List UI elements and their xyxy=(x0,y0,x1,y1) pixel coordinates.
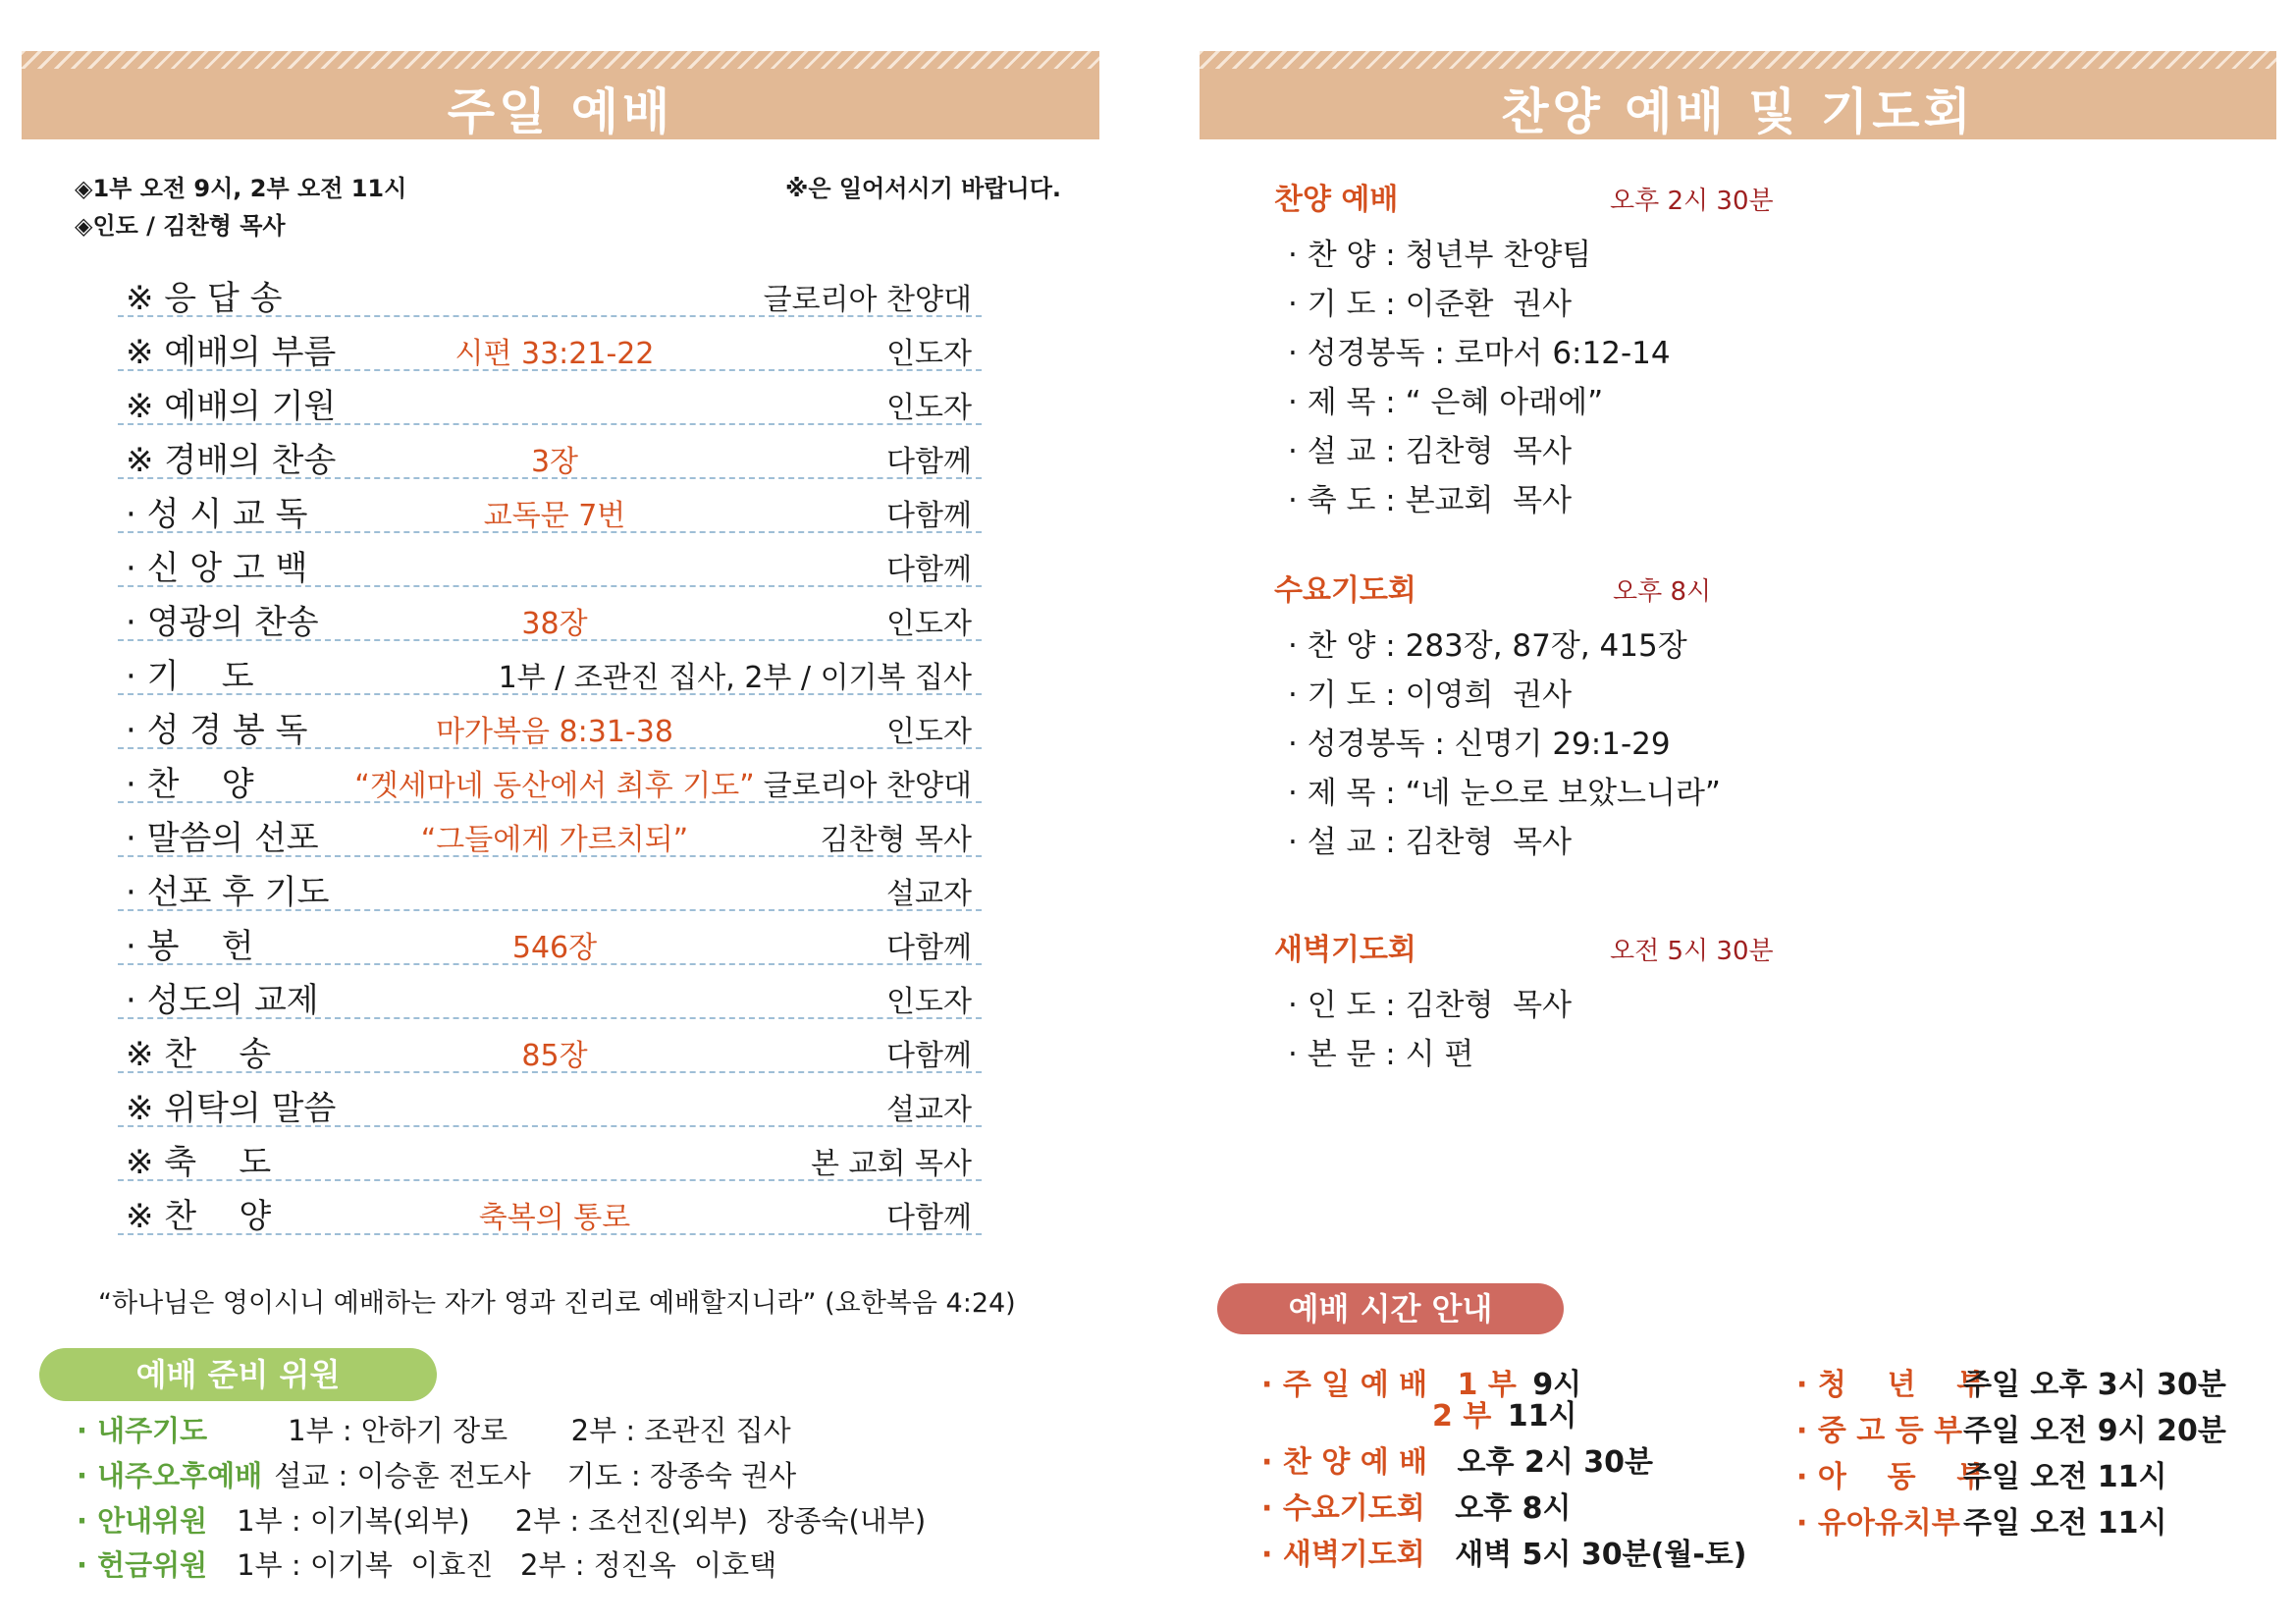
department-time: 주일 오전 11시 xyxy=(1963,1506,2167,1541)
schedule-sunday-2-label: 2 부 xyxy=(1432,1399,1492,1434)
committee-text: 1부 : 안하기 장로 2부 : 조관진 집사 xyxy=(288,1414,791,1447)
section-time: 오후 8시 xyxy=(1613,577,1712,607)
order-row xyxy=(118,911,982,965)
order-item-leader: 인도자 xyxy=(886,715,972,749)
schedule-heading: 예배 시간 안내 xyxy=(1217,1283,1564,1334)
schedule-wed-time: 오후 8시 xyxy=(1455,1491,1572,1526)
department-label: · 청 년 부 xyxy=(1796,1368,1986,1402)
order-row xyxy=(118,965,982,1019)
order-item-leader: 다함께 xyxy=(886,553,972,587)
section-item: · 제 목 : “ 은혜 아래에” xyxy=(1288,385,1604,420)
order-row xyxy=(118,1127,982,1181)
order-item-name: ※ 찬 양 xyxy=(126,1197,272,1236)
order-item-name: ※ 예배의 부름 xyxy=(126,333,337,372)
committee-label: · 안내위원 xyxy=(77,1504,208,1538)
section-title: 수요기도회 xyxy=(1274,573,1416,608)
section-time: 오전 5시 30분 xyxy=(1610,937,1774,966)
schedule-praise xyxy=(1261,1437,1653,1481)
order-item-name: · 봉 헌 xyxy=(126,927,254,966)
department-time: 주일 오후 3시 30분 xyxy=(1963,1368,2226,1402)
committee-text: 1부 : 이기복(외부) 2부 : 조선진(외부) 장종숙(내부) xyxy=(237,1504,927,1538)
section-item: · 설 교 : 김찬형 목사 xyxy=(1288,434,1573,469)
section-item: · 찬 양 : 청년부 찬양팀 xyxy=(1288,238,1592,273)
order-row xyxy=(118,1019,982,1073)
order-item-detail: 축복의 통로 xyxy=(478,1201,631,1235)
order-row xyxy=(118,1073,982,1127)
order-item-leader: 본 교회 목사 xyxy=(811,1147,972,1181)
service-times: ◈1부 오전 9시, 2부 오전 11시 xyxy=(75,175,407,202)
order-item-name: · 성도의 교제 xyxy=(126,981,319,1020)
schedule-wed-label: · 수요기도회 xyxy=(1261,1491,1425,1526)
order-row xyxy=(118,641,982,695)
order-row xyxy=(118,749,982,803)
order-row xyxy=(118,803,982,857)
order-item-leader: 글로리아 찬양대 xyxy=(763,283,972,317)
order-item-name: ※ 축 도 xyxy=(126,1143,272,1182)
section-item: · 찬 양 : 283장, 87장, 415장 xyxy=(1288,628,1687,664)
order-item-name: · 찬 양 xyxy=(126,765,254,804)
order-item-name: · 성 경 봉 독 xyxy=(126,711,308,750)
schedule-praise-time: 오후 2시 30분 xyxy=(1457,1445,1653,1480)
department-time: 주일 오전 9시 20분 xyxy=(1963,1414,2226,1448)
order-item-name: · 성 시 교 독 xyxy=(126,495,308,534)
sunday-worship-banner xyxy=(22,51,1099,139)
section-item: · 제 목 : “네 눈으로 보았느니라” xyxy=(1288,776,1721,811)
schedule-dawn xyxy=(1261,1530,1746,1573)
order-row xyxy=(118,1181,982,1235)
schedule-dawn-label: · 새벽기도회 xyxy=(1261,1538,1425,1572)
order-item-name: · 말씀의 선포 xyxy=(126,819,319,858)
service-leader: ◈인도 / 김찬형 목사 xyxy=(75,212,286,240)
praise-prayer-title: 찬양 예배 및 기도회 xyxy=(1501,83,1975,140)
stand-note: ※은 일어서시기 바랍니다. xyxy=(785,175,1061,202)
order-row xyxy=(118,263,982,317)
section-item: · 설 교 : 김찬형 목사 xyxy=(1288,825,1573,860)
order-item-name: ※ 예배의 기원 xyxy=(126,387,337,426)
order-item-detail: “그들에게 가르치되” xyxy=(420,823,689,857)
order-item-name: ※ 위탁의 말씀 xyxy=(126,1089,337,1128)
schedule-sunday-label: · 주 일 예 배 xyxy=(1261,1368,1428,1402)
committee-row xyxy=(77,1454,796,1494)
order-item-leader: 글로리아 찬양대 xyxy=(763,769,972,803)
section-item: · 본 문 : 시 편 xyxy=(1288,1037,1474,1072)
department-label: · 유아유치부 xyxy=(1796,1506,1960,1541)
order-row xyxy=(118,695,982,749)
committee-text: 1부 : 이기복 이효진 2부 : 정진옥 이호택 xyxy=(237,1548,777,1582)
schedule-dawn-time: 새벽 5시 30분(월-토) xyxy=(1455,1538,1747,1572)
order-item-detail: 3장 xyxy=(530,445,579,479)
order-item-detail: “겟세마네 동산에서 최후 기도” xyxy=(354,769,755,803)
section-title: 찬양 예배 xyxy=(1274,183,1399,217)
order-item-leader: 인도자 xyxy=(886,985,972,1019)
banner-stripe xyxy=(1200,51,2276,69)
banner-stripe xyxy=(22,51,1099,69)
schedule-department-row xyxy=(1796,1452,2167,1495)
order-item-name: · 신 앙 고 백 xyxy=(126,549,308,588)
order-item-leader: 다함께 xyxy=(886,445,972,479)
schedule-wednesday xyxy=(1261,1484,1571,1527)
schedule-sunday-1-label: 1 부 xyxy=(1457,1368,1517,1402)
section-time: 오후 2시 30분 xyxy=(1610,187,1774,216)
order-item-leader: 김찬형 목사 xyxy=(820,823,972,857)
order-row xyxy=(118,317,982,371)
department-label: · 아 동 부 xyxy=(1796,1460,1986,1494)
order-item-name: · 기 도 xyxy=(126,657,254,696)
order-row xyxy=(118,371,982,425)
committee-row xyxy=(77,1543,776,1584)
order-row xyxy=(118,479,982,533)
committee-label: · 내주기도 xyxy=(77,1414,208,1447)
committee-row xyxy=(77,1409,791,1449)
schedule-sunday-2-time: 11시 xyxy=(1507,1399,1577,1434)
schedule-department-row xyxy=(1796,1360,2226,1403)
committee-text: 설교 : 이승훈 전도사 기도 : 장종숙 권사 xyxy=(274,1459,797,1492)
sunday-worship-title: 주일 예배 xyxy=(447,83,674,140)
order-item-name: · 영광의 찬송 xyxy=(126,603,319,642)
order-item-detail: 546장 xyxy=(511,931,598,965)
order-item-leader: 설교자 xyxy=(886,877,972,911)
order-item-leader: 1부 / 조관진 집사, 2부 / 이기복 집사 xyxy=(498,661,972,695)
order-of-service xyxy=(118,263,982,1235)
section-item: · 성경봉독 : 신명기 29:1-29 xyxy=(1288,727,1671,762)
order-item-leader: 다함께 xyxy=(886,1201,972,1235)
schedule-department-row xyxy=(1796,1406,2226,1449)
order-item-leader: 다함께 xyxy=(886,1039,972,1073)
order-item-name: ※ 찬 송 xyxy=(126,1035,272,1074)
order-row xyxy=(118,533,982,587)
schedule-sunday-1-time: 9시 xyxy=(1532,1368,1582,1402)
order-item-detail: 85장 xyxy=(521,1039,588,1073)
section-item: · 인 도 : 김찬형 목사 xyxy=(1288,988,1573,1023)
order-item-detail: 마가복음 8:31-38 xyxy=(436,715,673,749)
committee-row xyxy=(77,1499,926,1540)
order-item-detail: 시편 33:21-22 xyxy=(454,337,655,371)
scripture-verse: “하나님은 영이시니 예배하는 자가 영과 진리로 예배할지니라” (요한복음 4:24) xyxy=(98,1288,1016,1319)
section-item: · 기 도 : 이준환 권사 xyxy=(1288,287,1573,322)
schedule-sunday-2 xyxy=(1432,1391,1577,1435)
section-item: · 성경봉독 : 로마서 6:12-14 xyxy=(1288,336,1671,371)
schedule-praise-label: · 찬 양 예 배 xyxy=(1261,1445,1428,1480)
order-item-detail: 38장 xyxy=(521,607,588,641)
department-label: · 중 고 등 부 xyxy=(1796,1414,1963,1448)
order-item-name: · 선포 후 기도 xyxy=(126,873,330,912)
committee-label: · 헌금위원 xyxy=(77,1548,208,1582)
section-item: · 기 도 : 이영희 권사 xyxy=(1288,677,1573,713)
order-item-leader: 다함께 xyxy=(886,499,972,533)
order-row xyxy=(118,857,982,911)
schedule-department-row xyxy=(1796,1498,2167,1542)
committee-label: · 내주오후예배 xyxy=(77,1459,263,1492)
order-item-name: ※ 경배의 찬송 xyxy=(126,441,337,480)
order-item-leader: 설교자 xyxy=(886,1093,972,1127)
section-title: 새벽기도회 xyxy=(1274,933,1416,967)
order-row xyxy=(118,425,982,479)
prep-committee-heading: 예배 준비 위원 xyxy=(39,1348,437,1401)
order-row xyxy=(118,587,982,641)
department-time: 주일 오전 11시 xyxy=(1963,1460,2167,1494)
section-item: · 축 도 : 본교회 목사 xyxy=(1288,483,1573,518)
order-item-leader: 인도자 xyxy=(886,607,972,641)
order-item-leader: 인도자 xyxy=(886,337,972,371)
order-item-detail: 교독문 7번 xyxy=(483,499,626,533)
order-item-leader: 인도자 xyxy=(886,391,972,425)
praise-prayer-banner xyxy=(1200,51,2276,139)
order-item-leader: 다함께 xyxy=(886,931,972,965)
order-item-name: ※ 응 답 송 xyxy=(126,279,283,318)
